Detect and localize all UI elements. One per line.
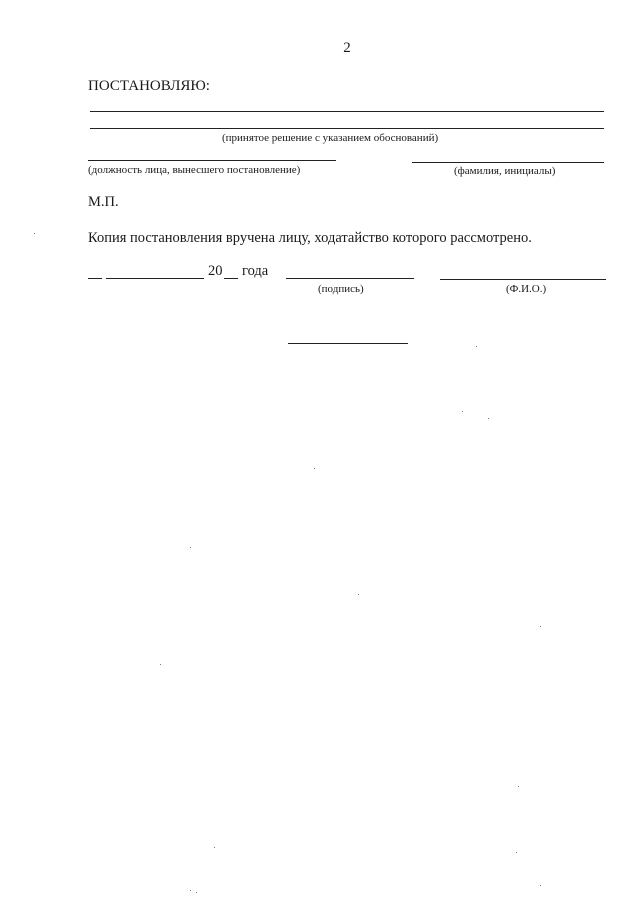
decision-line-1 [90,111,604,112]
year-line [224,278,238,279]
year-suffix: года [242,263,269,279]
scan-speck [476,346,477,347]
scan-speck [34,233,35,234]
name-caption: (фамилия, инициалы) [454,165,556,177]
scan-speck [540,885,541,886]
resolution-heading: ПОСТАНОВЛЯЮ: [88,78,210,94]
scan-speck [190,890,191,891]
signature-line [286,278,414,279]
scan-speck [518,786,519,787]
year-prefix: 20 [208,263,223,279]
name-line [412,162,604,163]
seal-label: М.П. [88,194,119,210]
decision-line-2 [90,128,604,129]
scan-speck [160,664,161,665]
scan-speck [358,594,359,595]
fio-caption: (Ф.И.О.) [506,283,547,295]
scan-speck [516,852,517,853]
day-line [88,278,102,279]
page-number: 2 [343,40,351,56]
scan-speck [314,468,315,469]
scan-speck [462,411,463,412]
scan-speck [196,892,197,893]
position-line [88,160,336,161]
scan-speck [190,547,191,548]
position-caption: (должность лица, вынесшего постановление) [88,164,301,176]
scan-speck [214,847,215,848]
scan-speck [540,626,541,627]
signature-caption: (подпись) [318,283,364,295]
decision-caption: (принятое решение с указанием обоснований) [222,132,439,144]
copy-statement: Копия постановления вручена лицу, ходатайство которого рассмотрено. [88,230,532,246]
closing-separator [288,343,408,344]
month-line [106,278,204,279]
fio-line [440,279,606,280]
scan-speck [488,418,489,419]
